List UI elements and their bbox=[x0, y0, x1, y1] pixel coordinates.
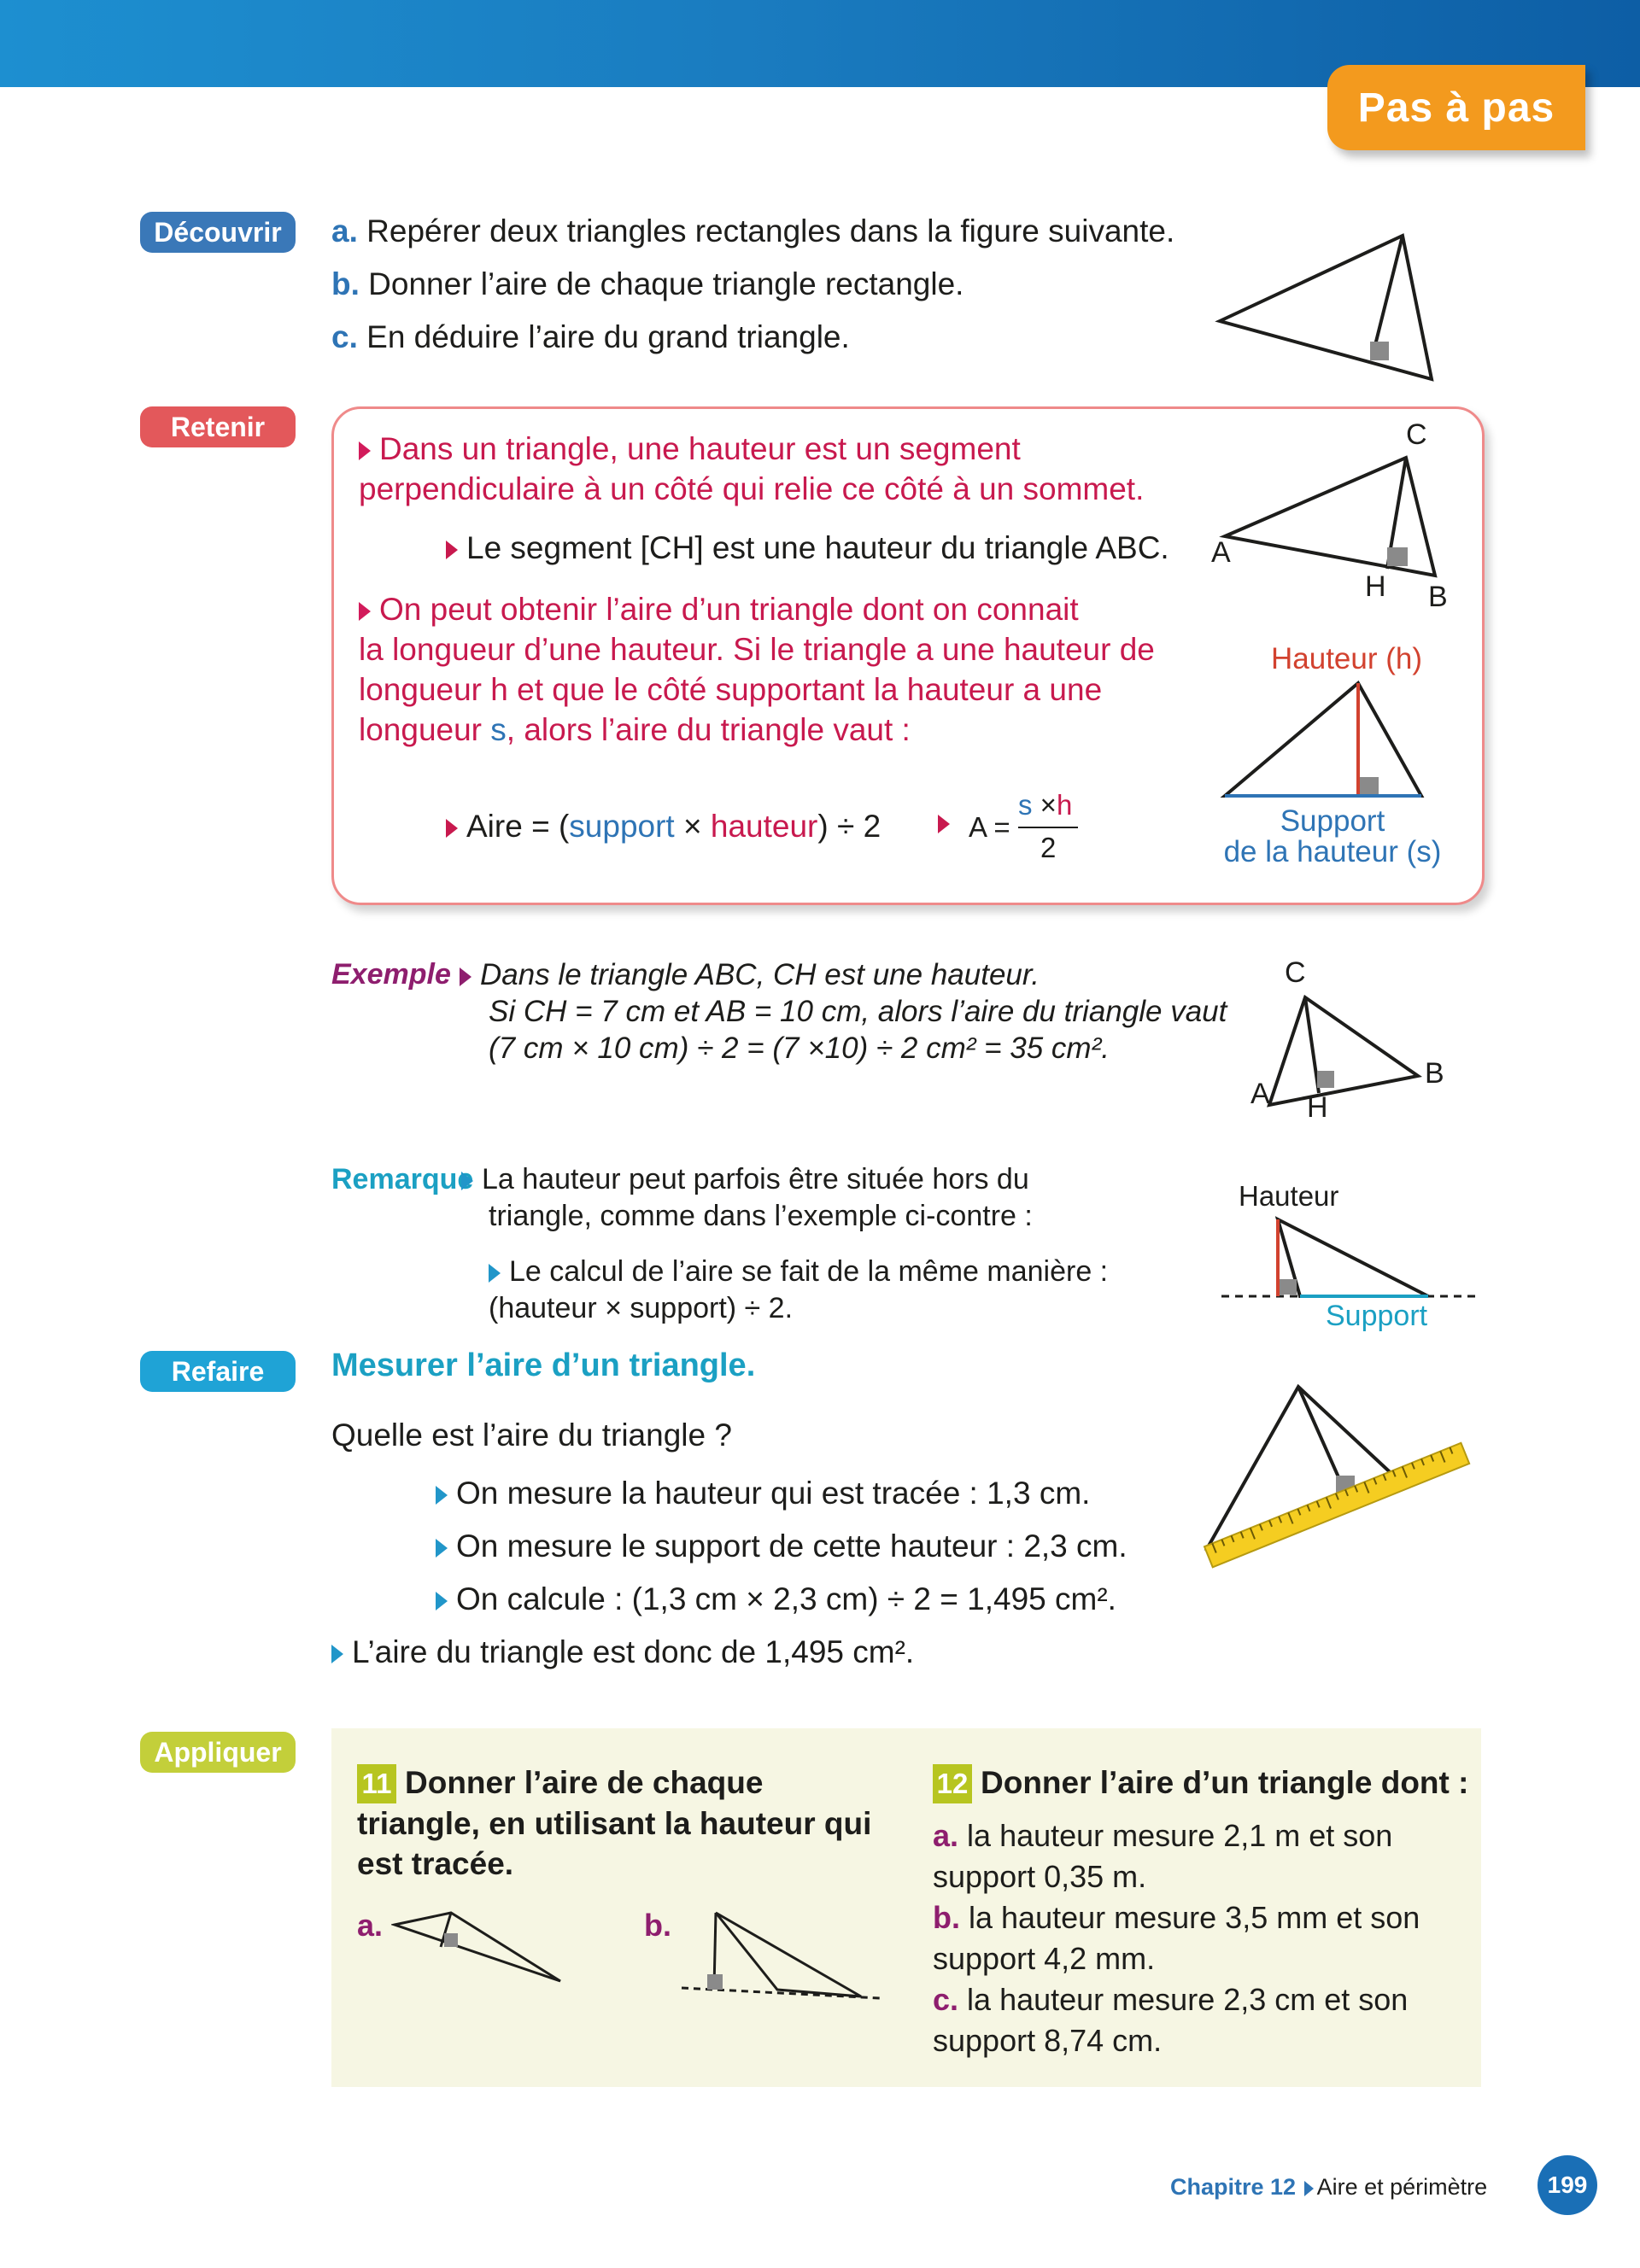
label-B: B bbox=[1428, 581, 1448, 613]
ruler-measurement-figure bbox=[1201, 1377, 1474, 1575]
decouvrir-item bbox=[331, 258, 1174, 311]
label-C: C bbox=[1406, 418, 1427, 451]
label-H: H bbox=[1365, 570, 1386, 603]
exercise-11: 11 Donner l’aire de chaque triangle, en utilisant la hauteur qui est tracée. bbox=[357, 1765, 872, 1881]
retenir-height-diagram bbox=[1213, 676, 1435, 803]
item-text: Donner l’aire de chaque triangle rectangle. bbox=[368, 266, 964, 301]
decouvrir-figure bbox=[1213, 225, 1444, 384]
label-A: A bbox=[1211, 536, 1231, 569]
decouvrir-list bbox=[331, 205, 1174, 364]
decouvrir-label: Découvrir bbox=[140, 212, 296, 253]
exemple-label-H: H bbox=[1307, 1091, 1328, 1124]
exemple-text: Dans le triangle ABC, CH est une hauteur. Si CH = 7 cm et AB = 10 cm, alors l’aire du triangle vaut (7 cm × 10 cm) ÷ 2 = (7 ×10) ÷ 2 cm² = 35 cm². bbox=[489, 956, 1227, 1067]
exercise-12-item: a. la hauteur mesure 2,1 m et son bbox=[933, 1818, 1393, 1853]
exercise-11-a: a. bbox=[357, 1908, 384, 1943]
retenir-paragraph-2: On peut obtenir l’aire d’un triangle dont on connait la longueur d’une hauteur. Si le triangle a une hauteur de longueur h et que le côté supportant la hauteur a une longueur s, alors l’aire du triangle vaut : bbox=[359, 592, 1155, 747]
item-letter: b. bbox=[331, 266, 360, 301]
refaire-step: On mesure la hauteur qui est tracée : 1,3 cm. bbox=[436, 1467, 1128, 1520]
refaire-steps bbox=[436, 1467, 1128, 1626]
remarque-text-2: Le calcul de l’aire se fait de la même manière : (hauteur × support) ÷ 2. bbox=[489, 1255, 1109, 1324]
exemple-label: Exemple bbox=[331, 958, 451, 991]
refaire-step: On calcule : (1,3 cm × 2,3 cm) ÷ 2 = 1,495 cm². bbox=[436, 1573, 1128, 1626]
support-label: Support de la hauteur (s) bbox=[1223, 804, 1442, 868]
refaire-question: Quelle est l’aire du triangle ? bbox=[331, 1418, 732, 1453]
exemple-label-C: C bbox=[1285, 956, 1306, 989]
remarque-figure bbox=[1218, 1211, 1483, 1305]
decouvrir-item bbox=[331, 205, 1174, 258]
exercise-12-item: b. la hauteur mesure 3,5 mm et son bbox=[933, 1900, 1420, 1935]
refaire-step: On mesure le support de cette hauteur : 2,3 cm. bbox=[436, 1520, 1128, 1573]
remarque-support-label: Support bbox=[1326, 1300, 1428, 1332]
exercise-12-item: c. la hauteur mesure 2,3 cm et son bbox=[933, 1982, 1409, 2017]
section-badge: Pas à pas bbox=[1327, 65, 1585, 150]
item-letter: c. bbox=[331, 319, 358, 354]
exercise-12: 12 Donner l’aire d’un triangle dont : a. la hauteur mesure 2,1 m et son support 0,35 m. b. la hauteur mesure 3,5 mm et son support 4,2 mm. c. la hauteur mesure 2,3 cm et son support 8,74 cm. bbox=[933, 1765, 1469, 2058]
page-number: 199 bbox=[1538, 2155, 1597, 2215]
item-text: Repérer deux triangles rectangles dans la figure suivante. bbox=[366, 213, 1175, 248]
exercise-11-triangle-a bbox=[391, 1906, 571, 1984]
exercise-number: 12 bbox=[933, 1764, 972, 1803]
retenir-example-line: Le segment [CH] est une hauteur du triangle ABC. bbox=[446, 528, 1169, 568]
exemple-triangle bbox=[1256, 991, 1452, 1119]
remarque-hauteur-label: Hauteur bbox=[1239, 1180, 1339, 1212]
exercise-11-triangle-b bbox=[678, 1906, 883, 2008]
refaire-conclusion: L’aire du triangle est donc de 1,495 cm². bbox=[331, 1634, 914, 1670]
refaire-label: Refaire bbox=[140, 1351, 296, 1392]
remarque-label: Remarque bbox=[331, 1163, 474, 1195]
refaire-title: Mesurer l’aire d’un triangle. bbox=[331, 1347, 756, 1383]
footer-chapter: Chapitre 12 Aire et périmètre bbox=[1170, 2174, 1488, 2200]
appliquer-label: Appliquer bbox=[140, 1732, 296, 1773]
exemple-label-B: B bbox=[1425, 1057, 1444, 1090]
item-letter: a. bbox=[331, 213, 358, 248]
retenir-paragraph-1: Dans un triangle, une hauteur est un segment perpendiculaire à un côté qui relie ce côté à un sommet. bbox=[359, 431, 1145, 506]
exercise-11-b: b. bbox=[644, 1908, 671, 1943]
retenir-label: Retenir bbox=[140, 406, 296, 447]
decouvrir-item bbox=[331, 311, 1174, 364]
remarque-text: La hauteur peut parfois être située hors du triangle, comme dans l’exemple ci-contre : bbox=[489, 1161, 1033, 1235]
exemple-label-A: A bbox=[1250, 1078, 1270, 1110]
area-formula: Aire = (support × hauteur) ÷ 2 bbox=[446, 806, 881, 846]
item-text: En déduire l’aire du grand triangle. bbox=[366, 319, 850, 354]
exercise-number: 11 bbox=[357, 1764, 396, 1803]
hauteur-h-label: Hauteur (h) bbox=[1271, 642, 1423, 675]
